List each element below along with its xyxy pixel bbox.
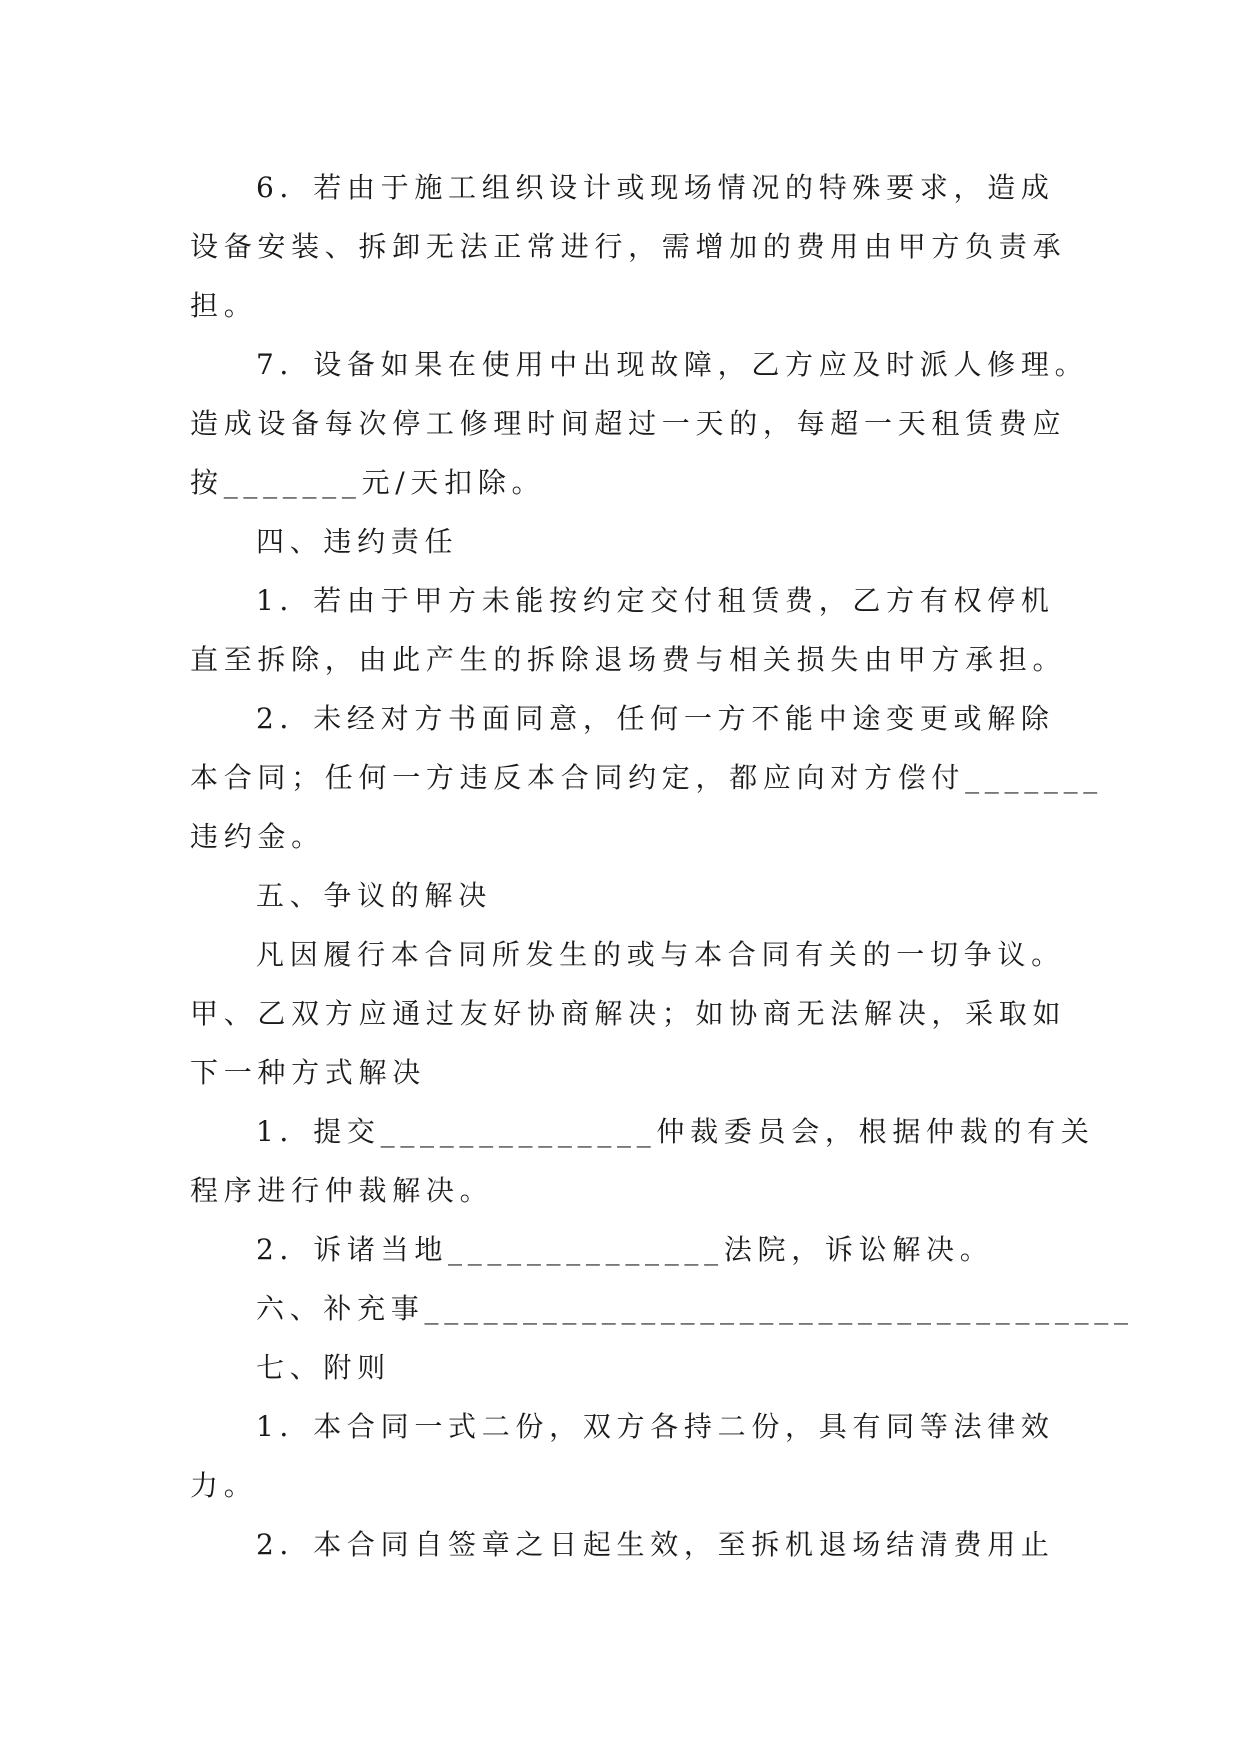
appendix-clause-1-line-2: 力。: [190, 1469, 258, 1502]
breach-clause-2-line-3: 违约金。: [190, 820, 325, 853]
section-4-heading: 四、违约责任: [256, 525, 459, 558]
dispute-option-2: 2．诉诸当地______________法院，诉讼解决。: [256, 1233, 994, 1266]
appendix-clause-1-line-1: 1．本合同一式二份，双方各持二份，具有同等法律效: [256, 1410, 1055, 1443]
breach-clause-2-line-1: 2．未经对方书面同意，任何一方不能中途变更或解除: [256, 702, 1055, 735]
clause-6-line-1: 6．若由于施工组织设计或现场情况的特殊要求，造成: [256, 171, 1055, 204]
dispute-intro-line-3: 下一种方式解决: [190, 1056, 426, 1089]
dispute-option-1-line-2: 程序进行仲裁解决。: [190, 1174, 494, 1207]
contract-body: [190, 158, 1134, 1574]
dispute-intro-line-1: 凡因履行本合同所发生的或与本合同有关的一切争议。: [256, 938, 1065, 971]
section-7-heading: 七、附则: [256, 1351, 391, 1384]
breach-clause-1-line-2: 直至拆除，由此产生的拆除退场费与相关损失由甲方承担。: [190, 643, 1067, 676]
clause-6-line-3: 担。: [190, 289, 258, 322]
clause-7-line-1: 7．设备如果在使用中出现故障，乙方应及时派人修理。: [256, 348, 1089, 381]
clause-6-line-2: 设备安装、拆卸无法正常进行，需增加的费用由甲方负责承: [190, 230, 1067, 263]
dispute-option-1-line-1: 1．提交______________仲裁委员会，根据仲裁的有关: [256, 1115, 1095, 1148]
breach-clause-1-line-1: 1．若由于甲方未能按约定交付租赁费，乙方有权停机: [256, 584, 1055, 617]
section-5-heading: 五、争议的解决: [256, 879, 492, 912]
clause-7-line-2: 造成设备每次停工修理时间超过一天的，每超一天租赁费应: [190, 407, 1067, 440]
dispute-intro-line-2: 甲、乙双方应通过友好协商解决；如协商无法解决，采取如: [190, 997, 1067, 1030]
appendix-clause-2-line-1: 2．本合同自签章之日起生效，至拆机退场结清费用止: [256, 1528, 1055, 1561]
clause-7-line-3: 按_______元/天扣除。: [190, 466, 546, 499]
breach-clause-2-line-2: 本合同；任何一方违反本合同约定，都应向对方偿付_______: [190, 761, 1104, 794]
section-6-heading: 六、补充事____________________________________: [256, 1292, 1134, 1325]
